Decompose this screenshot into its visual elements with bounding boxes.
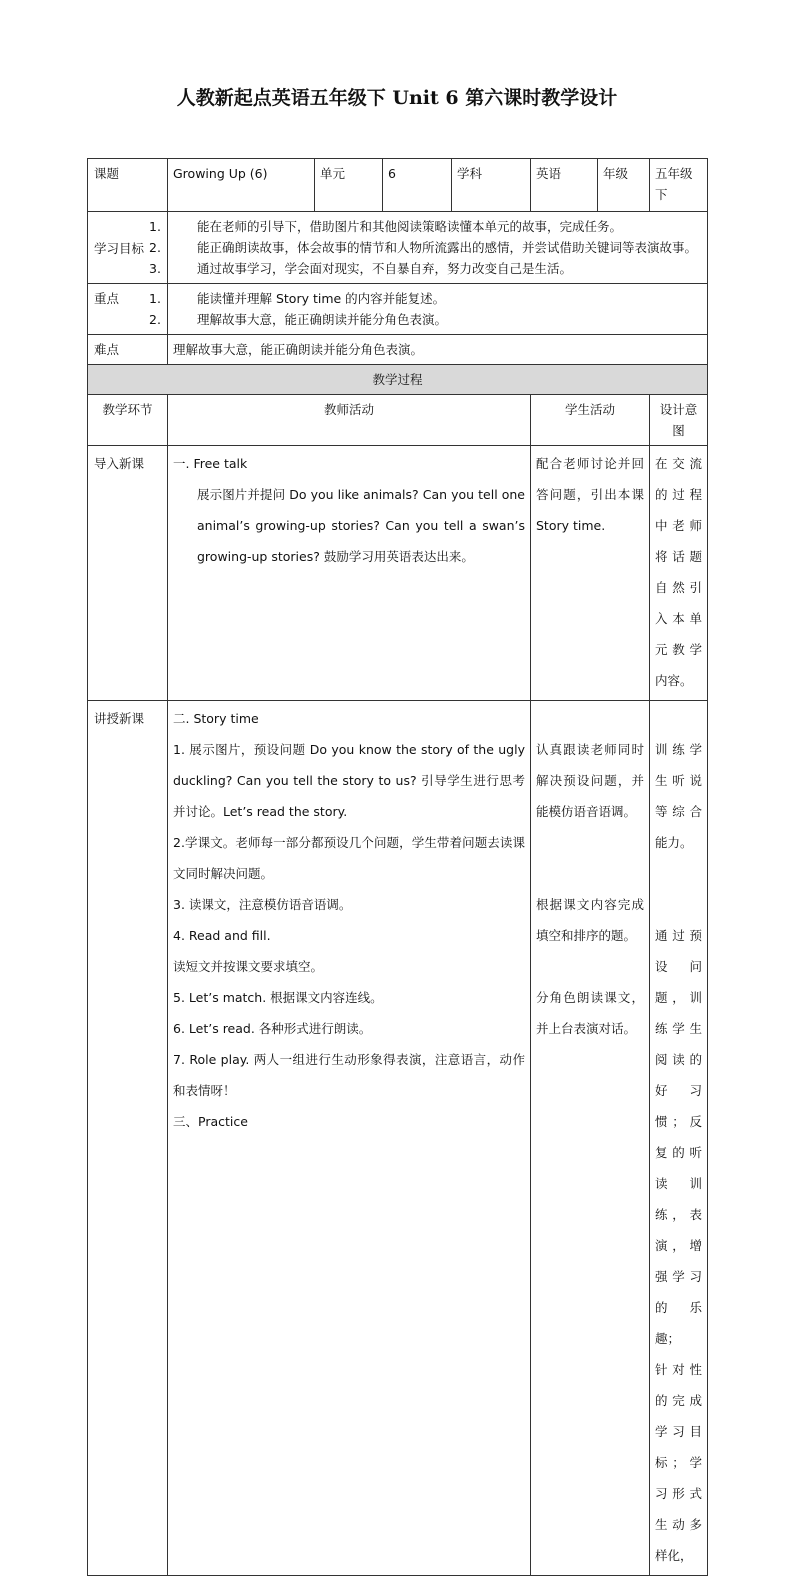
grade-label: 年级 xyxy=(598,159,650,212)
new-stage: 讲授新课 xyxy=(88,701,168,1576)
grade-value: 五年级下 xyxy=(650,159,708,212)
teacher-line: 1. 展示图片，预设问题 Do you know the story of the ugly duckling? Can you tell the story to us? 引导学生进行思考并讨论。Let’s read the story. xyxy=(173,742,525,819)
col-student: 学生活动 xyxy=(531,395,650,446)
key-points-label: 重点 xyxy=(88,284,168,335)
teacher-line: 7. Role play. 两人一组进行生动形象得表演，注意语言，动作和表情呀！ xyxy=(173,1052,525,1098)
unit-value: 6 xyxy=(383,159,452,212)
intro-student: 配合老师讨论并回答问题，引出本课 Story time. xyxy=(531,446,650,701)
document-title: 人教新起点英语五年级下 Unit 6 第六课时教学设计 xyxy=(176,87,618,109)
student-activity-1: 认真跟读老师同时解决预设问题，并能模仿语音语调。 xyxy=(536,742,644,819)
purpose-1: 训练学生听说等综合能力。 xyxy=(655,742,702,850)
intro-teacher-head: 一. Free talk xyxy=(173,456,248,471)
intro-row xyxy=(88,446,708,701)
teacher-line: 3. 读课文，注意模仿语音语调。 xyxy=(173,897,352,912)
purpose-2: 通过预设问题，训练学生阅读的好习惯；反复的听读训练，表演，增强学习的乐趣； xyxy=(655,928,702,1346)
teacher-line: 6. Let’s read. 各种形式进行朗读。 xyxy=(173,1021,372,1036)
key-points-row xyxy=(88,284,708,335)
subject-label: 学科 xyxy=(452,159,531,212)
unit-label: 单元 xyxy=(315,159,383,212)
goals-content xyxy=(149,212,708,284)
purpose-3: 针对性的完成学习目标；学习形式生动多样化， xyxy=(655,1362,702,1563)
teacher-line: 4. Read and fill. xyxy=(173,928,271,943)
intro-purpose: 在交流的过程中老师将话题自然引入本单元教学内容。 xyxy=(650,446,708,701)
difficulty-label: 难点 xyxy=(88,335,168,365)
intro-teacher xyxy=(168,446,531,701)
teacher-line: 2.学课文。老师每一部分都预设几个问题，学生带着问题去读课文同时解决问题。 xyxy=(173,835,525,881)
col-stage: 教学环节 xyxy=(88,395,168,446)
teacher-line: 三、Practice xyxy=(173,1114,248,1129)
new-lesson-row xyxy=(88,701,708,1576)
process-header-row xyxy=(88,365,708,395)
new-purpose xyxy=(650,701,708,1576)
process-header: 教学过程 xyxy=(88,365,708,395)
lesson-plan-table xyxy=(87,158,708,1576)
student-activity-2: 根据课文内容完成填空和排序的题。 xyxy=(536,897,644,943)
col-purpose: 设计意图 xyxy=(650,395,708,446)
teacher-line: 二. Story time xyxy=(173,711,259,726)
new-teacher xyxy=(168,701,531,1576)
intro-teacher-body: 展示图片并提问 Do you like animals? Can you tell one animal’s growing-up stories? Can you tell a swan’s growing-up stories? 鼓励学习用英语表达出来。 xyxy=(197,487,525,564)
goal-item: 3. 通过故事学习，学会面对现实，不自暴自弃，努力改变自己是生活。 xyxy=(149,261,573,276)
subject-value: 英语 xyxy=(531,159,598,212)
process-columns-row xyxy=(88,395,708,446)
goals-row xyxy=(88,212,708,284)
topic-label: 课题 xyxy=(88,159,168,212)
teacher-line: 读短文并按课文要求填空。 xyxy=(173,959,324,974)
info-row xyxy=(88,159,708,212)
col-teacher: 教师活动 xyxy=(168,395,531,446)
key-point-item: 2. 理解故事大意，能正确朗读并能分角色表演。 xyxy=(149,312,448,327)
key-point-item: 1. 能读懂并理解 Story time 的内容并能复述。 xyxy=(149,291,446,306)
intro-stage: 导入新课 xyxy=(88,446,168,701)
goals-label: 学习目标 xyxy=(88,212,168,284)
topic-value: Growing Up (6) xyxy=(168,159,315,212)
student-activity-3: 分角色朗读课文，并上台表演对话。 xyxy=(536,990,644,1036)
new-student xyxy=(531,701,650,1576)
key-points-content xyxy=(149,284,708,335)
difficulty-content: 理解故事大意，能正确朗读并能分角色表演。 xyxy=(168,335,708,365)
teacher-line: 5. Let’s match. 根据课文内容连线。 xyxy=(173,990,383,1005)
goal-item: 2. 能正确朗读故事，体会故事的情节和人物所流露出的感情，并尝试借助关键词等表演故事。 xyxy=(149,240,698,255)
goal-item: 1. 能在老师的引导下，借助图片和其他阅读策略读懂本单元的故事，完成任务。 xyxy=(149,219,623,234)
difficulty-row xyxy=(88,335,708,365)
